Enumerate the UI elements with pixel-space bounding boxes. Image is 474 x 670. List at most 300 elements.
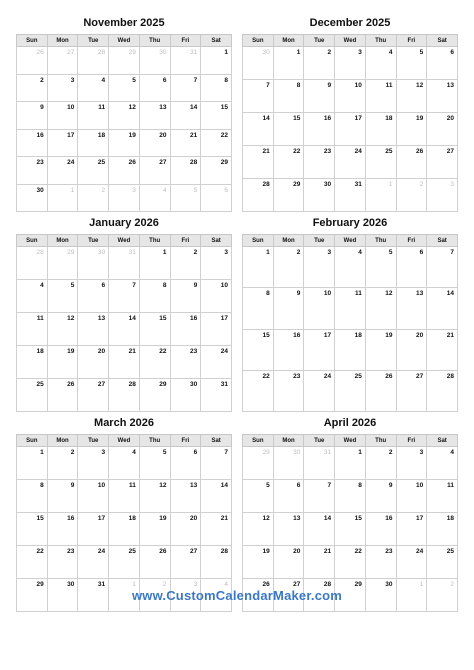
month-calendar — [242, 412, 458, 612]
day-cell: 4 — [78, 74, 109, 102]
day-cell: 1 — [17, 447, 48, 480]
day-cell: 17 — [47, 129, 78, 157]
day-cell: 15 — [17, 513, 48, 546]
day-cell: 10 — [201, 280, 232, 313]
weekday-label: Sun — [243, 35, 274, 47]
day-cell: 8 — [243, 288, 274, 329]
weekday-header-row — [243, 235, 458, 247]
day-cell: 23 — [170, 346, 201, 379]
day-cell: 27 — [273, 579, 304, 612]
day-cell: 13 — [170, 480, 201, 513]
weekday-label: Sat — [201, 235, 232, 247]
day-cell: 8 — [139, 280, 170, 313]
week-row — [17, 379, 232, 412]
day-cell-other-month: 2 — [427, 579, 458, 612]
day-cell: 14 — [243, 113, 274, 146]
day-cell: 22 — [273, 146, 304, 179]
day-cell: 30 — [170, 379, 201, 412]
day-cell: 23 — [365, 546, 396, 579]
day-cell: 4 — [427, 447, 458, 480]
footer-site-url[interactable]: www.CustomCalendarMaker.com — [131, 588, 343, 603]
day-cell: 8 — [335, 480, 366, 513]
day-cell-other-month: 27 — [47, 47, 78, 75]
weekday-label: Wed — [109, 35, 140, 47]
day-cell: 30 — [47, 579, 78, 612]
day-cell: 20 — [396, 329, 427, 370]
day-cell: 15 — [273, 113, 304, 146]
day-cell-other-month: 30 — [243, 47, 274, 80]
day-cell: 7 — [201, 447, 232, 480]
day-cell: 29 — [17, 579, 48, 612]
day-cell: 4 — [335, 247, 366, 288]
day-cell: 9 — [170, 280, 201, 313]
day-cell: 2 — [273, 247, 304, 288]
day-cell: 13 — [273, 513, 304, 546]
weekday-label: Thu — [365, 35, 396, 47]
week-row — [243, 329, 458, 370]
month-title: April 2026 — [323, 417, 377, 429]
week-row — [17, 184, 232, 212]
day-cell: 10 — [78, 480, 109, 513]
day-cell-other-month: 4 — [139, 184, 170, 212]
day-cell-other-month: 4 — [201, 579, 232, 612]
week-row — [243, 146, 458, 179]
day-cell-other-month: 1 — [396, 579, 427, 612]
day-cell: 12 — [365, 288, 396, 329]
day-cell: 22 — [17, 546, 48, 579]
day-cell: 27 — [170, 546, 201, 579]
weekday-label: Fri — [170, 435, 201, 447]
day-cell: 20 — [139, 129, 170, 157]
day-cell: 28 — [243, 179, 274, 212]
week-row — [243, 247, 458, 288]
day-cell: 9 — [304, 80, 335, 113]
month-title: November 2025 — [83, 17, 165, 29]
day-cell: 22 — [335, 546, 366, 579]
weekday-label: Thu — [139, 35, 170, 47]
day-cell: 26 — [243, 579, 274, 612]
day-cell: 11 — [335, 288, 366, 329]
day-cell: 29 — [201, 157, 232, 185]
day-cell: 2 — [170, 247, 201, 280]
day-cell: 10 — [47, 102, 78, 130]
day-cell-other-month: 6 — [201, 184, 232, 212]
month-calendar — [16, 12, 232, 212]
day-cell: 14 — [427, 288, 458, 329]
weekday-label: Fri — [170, 235, 201, 247]
month-title: December 2025 — [309, 17, 391, 29]
day-cell: 20 — [427, 113, 458, 146]
day-cell: 28 — [304, 579, 335, 612]
weekday-label: Sun — [17, 435, 48, 447]
day-cell: 27 — [139, 157, 170, 185]
month-calendar — [16, 212, 232, 412]
day-cell-other-month: 3 — [427, 179, 458, 212]
weekday-label: Fri — [396, 435, 427, 447]
day-cell: 24 — [335, 146, 366, 179]
day-cell: 19 — [139, 513, 170, 546]
day-cell: 26 — [365, 370, 396, 411]
day-cell: 24 — [78, 546, 109, 579]
month-calendar — [242, 212, 458, 412]
day-cell: 25 — [78, 157, 109, 185]
weekday-header-row — [243, 435, 458, 447]
day-cell: 6 — [170, 447, 201, 480]
day-cell: 25 — [335, 370, 366, 411]
week-row — [243, 288, 458, 329]
day-cell: 18 — [427, 513, 458, 546]
weekday-label: Mon — [47, 35, 78, 47]
day-cell: 1 — [139, 247, 170, 280]
week-row — [243, 179, 458, 212]
month-grid — [16, 34, 232, 212]
weekday-label: Tue — [304, 435, 335, 447]
month-calendar — [16, 412, 232, 612]
day-cell: 9 — [47, 480, 78, 513]
day-cell: 6 — [78, 280, 109, 313]
weekday-label: Thu — [139, 235, 170, 247]
weekday-label: Tue — [78, 435, 109, 447]
day-cell-other-month: 29 — [243, 447, 274, 480]
day-cell: 12 — [243, 513, 274, 546]
weekday-label: Sat — [201, 35, 232, 47]
month-grid — [16, 234, 232, 412]
week-row — [243, 513, 458, 546]
day-cell-other-month: 28 — [17, 247, 48, 280]
day-cell: 25 — [109, 546, 140, 579]
day-cell: 20 — [170, 513, 201, 546]
day-cell: 18 — [17, 346, 48, 379]
day-cell: 2 — [47, 447, 78, 480]
day-cell: 3 — [47, 74, 78, 102]
day-cell-other-month: 3 — [109, 184, 140, 212]
day-cell: 20 — [273, 546, 304, 579]
month-grid — [242, 234, 458, 412]
week-row — [17, 102, 232, 130]
day-cell-other-month: 5 — [170, 184, 201, 212]
day-cell: 11 — [365, 80, 396, 113]
week-row — [243, 113, 458, 146]
day-cell: 9 — [17, 102, 48, 130]
day-cell: 13 — [78, 313, 109, 346]
day-cell: 14 — [109, 313, 140, 346]
day-cell: 5 — [396, 47, 427, 80]
day-cell-other-month: 30 — [78, 247, 109, 280]
day-cell: 26 — [139, 546, 170, 579]
day-cell: 25 — [365, 146, 396, 179]
day-cell-other-month: 31 — [304, 447, 335, 480]
day-cell: 16 — [304, 113, 335, 146]
weekday-label: Sat — [427, 235, 458, 247]
day-cell: 21 — [304, 546, 335, 579]
day-cell: 16 — [273, 329, 304, 370]
day-cell: 1 — [335, 447, 366, 480]
weekday-label: Wed — [335, 435, 366, 447]
day-cell: 28 — [427, 370, 458, 411]
day-cell: 22 — [201, 129, 232, 157]
week-row — [17, 247, 232, 280]
week-row — [243, 546, 458, 579]
weekday-label: Wed — [335, 235, 366, 247]
weekday-label: Sat — [201, 435, 232, 447]
weekday-label: Tue — [304, 235, 335, 247]
week-row — [243, 370, 458, 411]
day-cell: 21 — [109, 346, 140, 379]
day-cell: 11 — [109, 480, 140, 513]
day-cell: 21 — [427, 329, 458, 370]
weekday-label: Sat — [427, 435, 458, 447]
day-cell: 3 — [304, 247, 335, 288]
day-cell-other-month: 3 — [170, 579, 201, 612]
weekday-label: Wed — [109, 435, 140, 447]
day-cell: 5 — [243, 480, 274, 513]
day-cell: 5 — [47, 280, 78, 313]
weekday-label: Thu — [365, 235, 396, 247]
weekday-label: Mon — [273, 435, 304, 447]
day-cell-other-month: 30 — [139, 47, 170, 75]
day-cell: 7 — [170, 74, 201, 102]
month-title: February 2026 — [312, 217, 388, 229]
weekday-label: Wed — [335, 35, 366, 47]
weekday-header-row — [17, 235, 232, 247]
day-cell: 26 — [47, 379, 78, 412]
day-cell: 16 — [170, 313, 201, 346]
day-cell: 10 — [304, 288, 335, 329]
day-cell: 16 — [47, 513, 78, 546]
month-calendar — [242, 12, 458, 212]
day-cell-other-month: 1 — [47, 184, 78, 212]
day-cell: 4 — [17, 280, 48, 313]
weekday-label: Sun — [243, 235, 274, 247]
day-cell: 25 — [427, 546, 458, 579]
day-cell: 13 — [396, 288, 427, 329]
day-cell: 5 — [139, 447, 170, 480]
day-cell: 31 — [201, 379, 232, 412]
day-cell: 30 — [365, 579, 396, 612]
day-cell: 28 — [109, 379, 140, 412]
day-cell: 18 — [109, 513, 140, 546]
day-cell: 27 — [78, 379, 109, 412]
day-cell: 7 — [427, 247, 458, 288]
weekday-label: Tue — [304, 35, 335, 47]
day-cell: 14 — [304, 513, 335, 546]
day-cell: 17 — [78, 513, 109, 546]
day-cell: 29 — [139, 379, 170, 412]
weekday-label: Fri — [396, 235, 427, 247]
day-cell: 8 — [17, 480, 48, 513]
weekday-header-row — [17, 35, 232, 47]
day-cell: 12 — [47, 313, 78, 346]
day-cell: 5 — [365, 247, 396, 288]
day-cell: 7 — [109, 280, 140, 313]
day-cell: 26 — [109, 157, 140, 185]
week-row — [17, 480, 232, 513]
day-cell: 13 — [427, 80, 458, 113]
weekday-label: Mon — [47, 235, 78, 247]
day-cell: 17 — [304, 329, 335, 370]
day-cell: 18 — [78, 129, 109, 157]
month-title: January 2026 — [89, 217, 159, 229]
day-cell: 8 — [273, 80, 304, 113]
day-cell: 15 — [201, 102, 232, 130]
day-cell: 30 — [17, 184, 48, 212]
day-cell: 6 — [396, 247, 427, 288]
day-cell: 17 — [201, 313, 232, 346]
day-cell: 19 — [396, 113, 427, 146]
day-cell: 5 — [109, 74, 140, 102]
day-cell: 15 — [139, 313, 170, 346]
day-cell: 9 — [365, 480, 396, 513]
day-cell: 7 — [304, 480, 335, 513]
day-cell-other-month: 1 — [365, 179, 396, 212]
day-cell: 11 — [17, 313, 48, 346]
day-cell: 19 — [47, 346, 78, 379]
weekday-label: Mon — [273, 35, 304, 47]
day-cell-other-month: 1 — [109, 579, 140, 612]
day-cell-other-month: 2 — [78, 184, 109, 212]
day-cell: 21 — [243, 146, 274, 179]
day-cell: 31 — [78, 579, 109, 612]
day-cell: 4 — [109, 447, 140, 480]
weekday-label: Tue — [78, 35, 109, 47]
day-cell: 27 — [427, 146, 458, 179]
day-cell: 6 — [273, 480, 304, 513]
day-cell-other-month: 31 — [170, 47, 201, 75]
day-cell: 23 — [17, 157, 48, 185]
day-cell-other-month: 28 — [78, 47, 109, 75]
weekday-header-row — [17, 435, 232, 447]
day-cell: 6 — [139, 74, 170, 102]
day-cell: 15 — [335, 513, 366, 546]
day-cell: 1 — [243, 247, 274, 288]
day-cell: 28 — [170, 157, 201, 185]
weekday-label: Sun — [17, 35, 48, 47]
weekday-label: Sun — [17, 235, 48, 247]
day-cell: 3 — [201, 247, 232, 280]
weekday-label: Thu — [139, 435, 170, 447]
day-cell: 21 — [201, 513, 232, 546]
day-cell-other-month: 29 — [47, 247, 78, 280]
day-cell: 24 — [47, 157, 78, 185]
day-cell: 30 — [304, 179, 335, 212]
weekday-label: Tue — [78, 235, 109, 247]
day-cell: 7 — [243, 80, 274, 113]
day-cell: 13 — [139, 102, 170, 130]
day-cell-other-month: 31 — [109, 247, 140, 280]
month-title: March 2026 — [94, 417, 154, 429]
week-row — [17, 47, 232, 75]
day-cell: 18 — [335, 329, 366, 370]
day-cell: 29 — [273, 179, 304, 212]
weekday-label: Sat — [427, 35, 458, 47]
day-cell: 2 — [304, 47, 335, 80]
day-cell: 3 — [78, 447, 109, 480]
weekday-label: Mon — [273, 235, 304, 247]
day-cell: 23 — [304, 146, 335, 179]
day-cell-other-month: 2 — [396, 179, 427, 212]
week-row — [243, 47, 458, 80]
day-cell-other-month: 29 — [109, 47, 140, 75]
day-cell: 17 — [335, 113, 366, 146]
week-row — [17, 74, 232, 102]
day-cell: 24 — [201, 346, 232, 379]
day-cell: 16 — [17, 129, 48, 157]
day-cell-other-month: 26 — [17, 47, 48, 75]
weekday-header-row — [243, 35, 458, 47]
day-cell: 22 — [243, 370, 274, 411]
day-cell-other-month: 30 — [273, 447, 304, 480]
day-cell: 12 — [396, 80, 427, 113]
weekday-label: Fri — [170, 35, 201, 47]
week-row — [243, 80, 458, 113]
day-cell: 24 — [304, 370, 335, 411]
day-cell: 24 — [396, 546, 427, 579]
day-cell: 17 — [396, 513, 427, 546]
day-cell: 14 — [170, 102, 201, 130]
weekday-label: Mon — [47, 435, 78, 447]
day-cell: 31 — [335, 179, 366, 212]
day-cell: 19 — [109, 129, 140, 157]
day-cell: 10 — [396, 480, 427, 513]
day-cell: 15 — [243, 329, 274, 370]
week-row — [17, 157, 232, 185]
day-cell: 10 — [335, 80, 366, 113]
week-row — [17, 447, 232, 480]
day-cell: 11 — [427, 480, 458, 513]
day-cell: 4 — [365, 47, 396, 80]
day-cell: 8 — [201, 74, 232, 102]
day-cell: 6 — [427, 47, 458, 80]
day-cell: 12 — [109, 102, 140, 130]
day-cell: 25 — [17, 379, 48, 412]
day-cell: 22 — [139, 346, 170, 379]
day-cell: 9 — [273, 288, 304, 329]
week-row — [17, 280, 232, 313]
week-row — [17, 129, 232, 157]
week-row — [17, 313, 232, 346]
week-row — [17, 346, 232, 379]
weekday-label: Wed — [109, 235, 140, 247]
weekday-label: Sun — [243, 435, 274, 447]
day-cell: 3 — [396, 447, 427, 480]
day-cell: 18 — [365, 113, 396, 146]
day-cell: 28 — [201, 546, 232, 579]
day-cell: 14 — [201, 480, 232, 513]
day-cell: 21 — [170, 129, 201, 157]
day-cell: 19 — [365, 329, 396, 370]
day-cell: 23 — [273, 370, 304, 411]
day-cell-other-month: 2 — [139, 579, 170, 612]
day-cell: 1 — [201, 47, 232, 75]
day-cell: 23 — [47, 546, 78, 579]
day-cell: 3 — [335, 47, 366, 80]
week-row — [243, 447, 458, 480]
week-row — [17, 546, 232, 579]
weekday-label: Fri — [396, 35, 427, 47]
day-cell: 20 — [78, 346, 109, 379]
day-cell: 2 — [365, 447, 396, 480]
week-row — [17, 513, 232, 546]
day-cell: 19 — [243, 546, 274, 579]
month-grid — [242, 34, 458, 212]
week-row — [243, 480, 458, 513]
day-cell: 29 — [335, 579, 366, 612]
day-cell: 1 — [273, 47, 304, 80]
day-cell: 16 — [365, 513, 396, 546]
day-cell: 26 — [396, 146, 427, 179]
day-cell: 11 — [78, 102, 109, 130]
day-cell: 2 — [17, 74, 48, 102]
